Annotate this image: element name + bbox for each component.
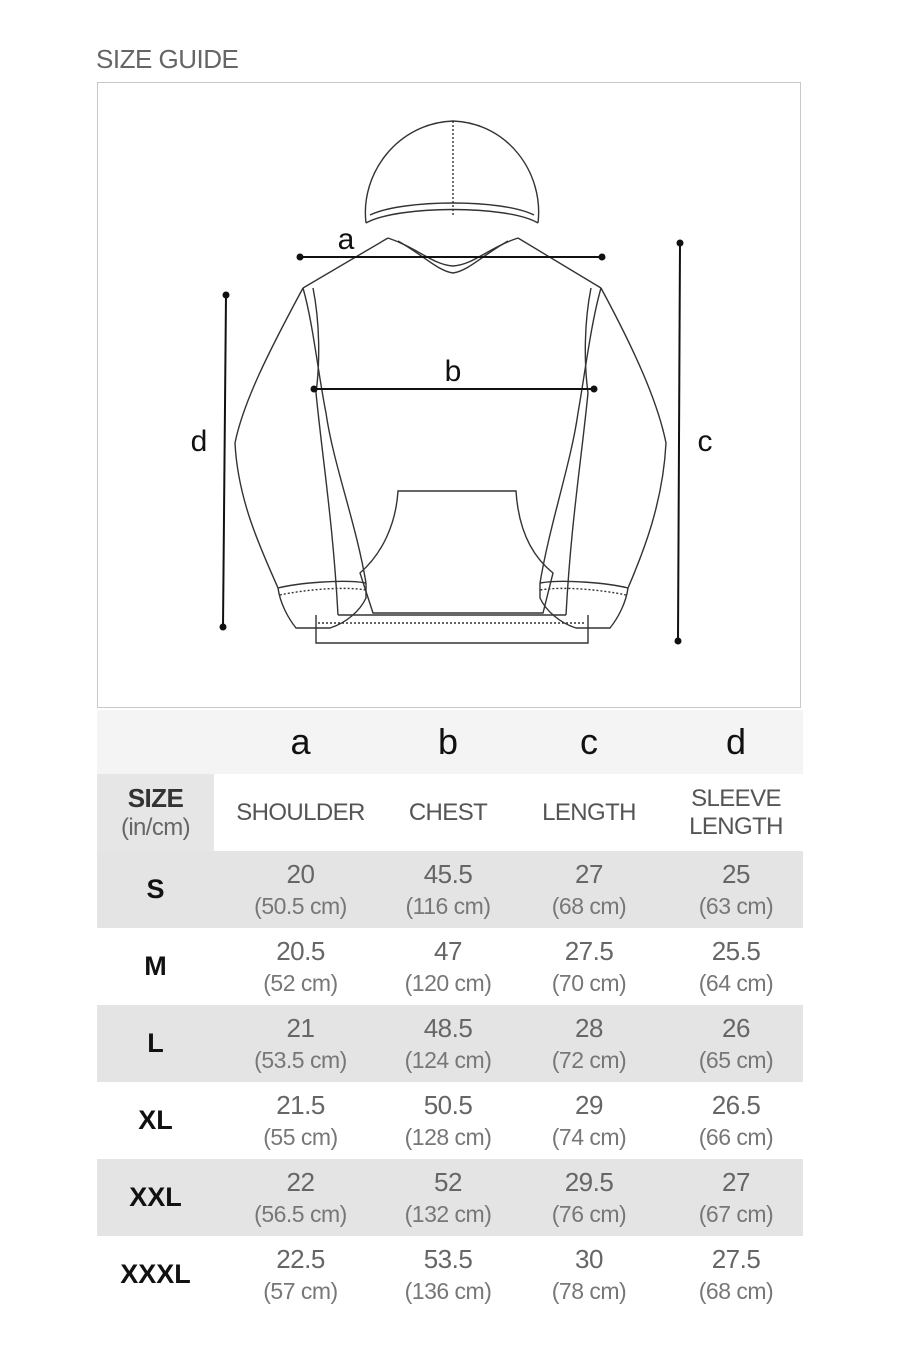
- col-header-length: LENGTH: [509, 774, 669, 851]
- inch-value: 21: [286, 1012, 315, 1043]
- col-header-sleeve-length: SLEEVE LENGTH: [669, 774, 803, 851]
- inch-value: 27: [575, 858, 603, 889]
- measure-cell: [669, 1236, 803, 1313]
- inch-value: 53.5: [423, 1243, 473, 1274]
- cm-value: (55 cm): [263, 1123, 338, 1150]
- cm-value: (50.5 cm): [254, 892, 347, 919]
- measure-cell: [387, 1082, 509, 1159]
- table-row: [97, 851, 803, 928]
- cm-value: (116 cm): [405, 892, 491, 919]
- page-title: SIZE GUIDE: [96, 44, 239, 74]
- table-row: [97, 1082, 803, 1159]
- measure-cell: [509, 1082, 669, 1159]
- inch-value: 20: [286, 858, 315, 889]
- cm-value: (67 cm): [698, 1200, 774, 1227]
- label-a: a: [337, 223, 355, 256]
- cm-value: (52 cm): [263, 969, 338, 996]
- measure-cell: [387, 851, 509, 928]
- size-header: SIZE: [127, 783, 184, 813]
- table-row: [97, 928, 803, 1005]
- size-label: XXXL: [120, 1259, 191, 1289]
- col-header-shoulder: SHOULDER: [214, 774, 387, 851]
- measure-cell: [669, 1082, 803, 1159]
- measure-cell: [214, 1082, 387, 1159]
- cm-value: (136 cm): [404, 1277, 492, 1304]
- cm-value: (132 cm): [404, 1200, 492, 1227]
- hoodie-illustration: [98, 83, 802, 709]
- measure-cell: [509, 928, 669, 1005]
- measure-cell: [214, 1159, 387, 1236]
- size-label: S: [97, 851, 214, 928]
- measure-cell: [509, 851, 669, 928]
- measure-cell: [509, 1159, 669, 1236]
- inch-value: 26: [722, 1012, 750, 1043]
- cm-value: (124 cm): [404, 1046, 492, 1073]
- inch-value: 21.5: [276, 1089, 325, 1120]
- letter-c: c: [509, 710, 669, 774]
- size-label: M: [144, 951, 167, 981]
- cm-value: (65 cm): [698, 1046, 774, 1073]
- inch-value: 50.5: [423, 1089, 473, 1120]
- size-header-cell: [97, 774, 214, 851]
- measure-cell: [214, 851, 387, 928]
- letter-b: b: [387, 710, 509, 774]
- col-header-chest: CHEST: [387, 774, 509, 851]
- inch-value: 48.5: [423, 1012, 473, 1043]
- cm-value: (78 cm): [551, 1277, 627, 1304]
- cm-value: (66 cm): [698, 1123, 774, 1150]
- measure-cell: [214, 1236, 387, 1313]
- size-label: L: [97, 1005, 214, 1082]
- table-row: [97, 1236, 803, 1313]
- inch-value: 27: [722, 1166, 750, 1197]
- unit-header: (in/cm): [120, 814, 191, 841]
- cm-value: (76 cm): [551, 1200, 627, 1227]
- inch-value: 29: [575, 1089, 603, 1120]
- letter-d: d: [669, 710, 803, 774]
- measure-cell: [387, 1159, 509, 1236]
- measure-cell: [669, 928, 803, 1005]
- inch-value: 29.5: [564, 1166, 614, 1197]
- inch-value: 22.5: [276, 1243, 325, 1274]
- inch-value: 27.5: [564, 935, 614, 966]
- inch-value: 47: [434, 935, 462, 966]
- cm-value: (70 cm): [551, 969, 627, 996]
- size-label: XL: [138, 1105, 173, 1135]
- cm-value: (120 cm): [404, 969, 492, 996]
- size-rows: [97, 851, 803, 1313]
- size-table: [97, 710, 803, 1313]
- cm-value: (72 cm): [551, 1046, 627, 1073]
- cm-value: (57 cm): [263, 1277, 338, 1304]
- measure-cell: [387, 1236, 509, 1313]
- cm-value: (68 cm): [551, 892, 627, 919]
- measure-cell: [509, 1005, 669, 1082]
- size-label: XXL: [97, 1159, 214, 1236]
- cm-value: (74 cm): [551, 1123, 627, 1150]
- inch-value: 30: [575, 1243, 603, 1274]
- inch-value: 27.5: [711, 1243, 761, 1274]
- inch-value: 20.5: [276, 935, 325, 966]
- table-row: [97, 1159, 803, 1236]
- measure-cell: [214, 928, 387, 1005]
- inch-value: 25.5: [711, 935, 761, 966]
- measure-cell: [509, 1236, 669, 1313]
- cm-value: (68 cm): [698, 1277, 774, 1304]
- label-b: b: [444, 355, 462, 388]
- hoodie-diagram: [97, 82, 801, 708]
- label-d: d: [190, 425, 208, 458]
- empty-cell: [97, 710, 214, 774]
- measure-cell: [387, 928, 509, 1005]
- inch-value: 22: [286, 1166, 315, 1197]
- measure-cell: [387, 1005, 509, 1082]
- inch-value: 26.5: [711, 1089, 761, 1120]
- cm-value: (128 cm): [404, 1123, 492, 1150]
- cm-value: (53.5 cm): [254, 1046, 347, 1073]
- inch-value: 52: [434, 1166, 462, 1197]
- inch-value: 45.5: [423, 858, 473, 889]
- measure-cell: [669, 1159, 803, 1236]
- measure-cell: [669, 851, 803, 928]
- inch-value: 25: [722, 858, 750, 889]
- measurement-lines: [223, 243, 680, 641]
- cm-value: (63 cm): [698, 892, 774, 919]
- table-row: [97, 1005, 803, 1082]
- measure-cell: [214, 1005, 387, 1082]
- header-row: [97, 774, 803, 851]
- cm-value: (64 cm): [698, 969, 774, 996]
- measure-cell: [669, 1005, 803, 1082]
- inch-value: 28: [575, 1012, 603, 1043]
- letter-a: a: [214, 710, 387, 774]
- cm-value: (56.5 cm): [254, 1200, 347, 1227]
- letter-row: [97, 710, 803, 774]
- label-c: c: [697, 425, 713, 458]
